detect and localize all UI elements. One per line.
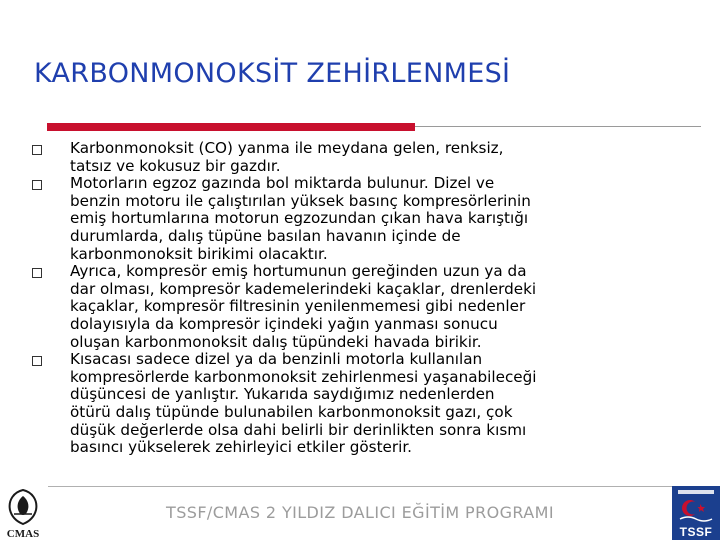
- bullet-line: Motorların egzoz gazında bol miktarda bulunur. Dizel ve: [70, 174, 495, 193]
- tssf-emblem-icon: [672, 486, 720, 526]
- bullet-line: Ayrıca, kompresör emiş hortumunun gereğinden uzun ya da: [70, 262, 527, 281]
- bullet-line: düşük değerlerde olsa dahi belirli bir derinlikten sonra kısmı: [70, 420, 527, 439]
- bullet-line: oluşan karbonmonoksit dalış tüpündeki havada birikir.: [70, 332, 482, 351]
- bullet-line: karbonmonoksit birikimi olacaktır.: [70, 244, 328, 263]
- bullet-line: durumlarda, dalış tüpüne basılan havanın içinde de: [70, 226, 461, 245]
- bullet-line: Karbonmonoksit (CO) yanma ile meydana gelen, renksiz,: [70, 139, 504, 157]
- footer-text: TSSF/CMAS 2 YILDIZ DALICI EĞİTİM PROGRAMI: [166, 503, 554, 522]
- title-underline-rule: [415, 126, 701, 127]
- bullet-line: ötürü dalış tüpünde bulunabilen karbonmonoksit gazı, çok: [70, 402, 513, 421]
- title-underline-accent: [47, 123, 415, 131]
- bullet-line: dolayısıyla da kompresör içindeki yağın yanması sonucu: [70, 314, 498, 333]
- footer-divider: [48, 486, 680, 487]
- bullet-line: kompresörlerde karbonmonoksit zehirlenmesi yaşanabileceği: [70, 367, 537, 386]
- tssf-logo-text: TSSF: [679, 525, 713, 539]
- slide-title: KARBONMONOKSİT ZEHİRLENMESİ: [34, 58, 511, 89]
- bullet-line: emiş hortumlarına motorun egzozundan çıkan hava karıştığı: [70, 209, 529, 228]
- tssf-logo: [672, 486, 720, 540]
- list-item: [32, 351, 702, 457]
- bullet-line: basıncı yükselerek zehirleyici etkiler gösterir.: [70, 438, 413, 457]
- cmas-logo: [2, 488, 44, 540]
- bullet-line: tatsız ve kokusuz bir gazdır.: [70, 156, 281, 175]
- cmas-emblem-icon: [2, 488, 44, 528]
- square-bullet-icon: [32, 356, 42, 366]
- square-bullet-icon: [32, 268, 42, 278]
- bullet-line: dar olması, kompresör kademelerindeki kaçaklar, drenlerdeki: [70, 279, 537, 298]
- bullet-line: Kısacası sadece dizel ya da benzinli motorla kullanılan: [70, 350, 483, 369]
- list-item: [32, 175, 702, 263]
- square-bullet-icon: [32, 180, 42, 190]
- bullet-line: benzin motoru ile çalıştırılan yüksek basınç kompresörlerinin: [70, 191, 531, 210]
- square-bullet-icon: [32, 145, 42, 155]
- list-item: [32, 263, 702, 351]
- cmas-logo-text: CMAS: [6, 528, 40, 540]
- list-item: [32, 140, 702, 175]
- bullet-list: [32, 140, 702, 457]
- bullet-line: kaçaklar, kompresör filtresinin yenilenmemesi gibi nedenler: [70, 297, 526, 316]
- bullet-line: düşüncesi de yanlıştır. Yukarıda saydığımız nedenlerden: [70, 385, 495, 404]
